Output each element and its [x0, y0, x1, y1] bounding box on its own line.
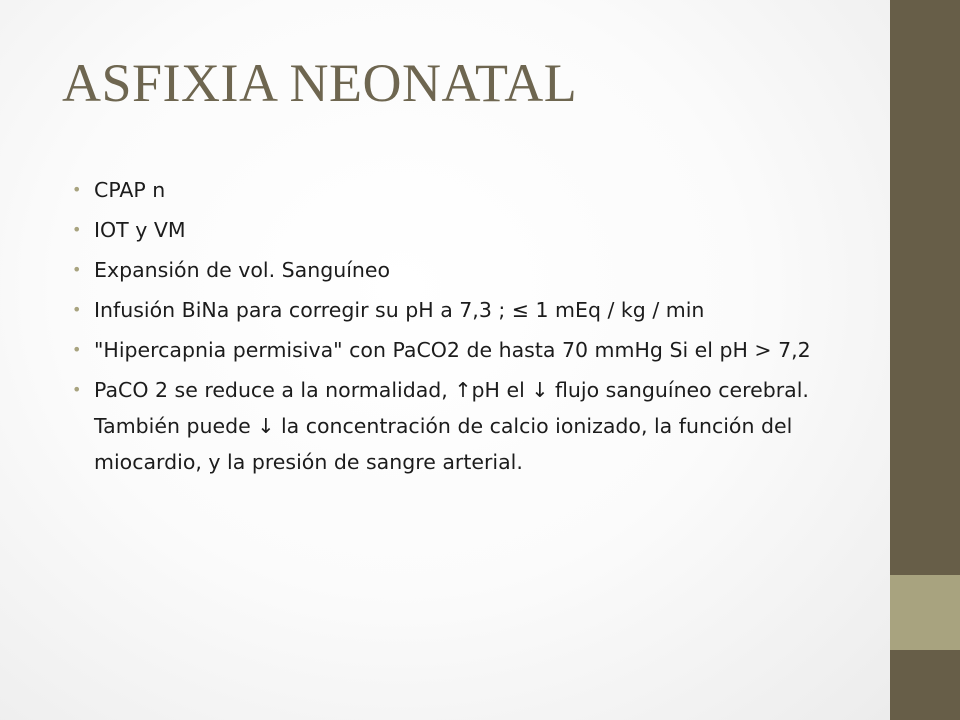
bullet-dot-icon: •	[72, 340, 82, 359]
bullet-item	[72, 252, 842, 288]
bullet-text: Expansión de vol. Sanguíneo	[94, 258, 391, 282]
bullet-item	[72, 292, 842, 328]
side-band-bottom	[890, 650, 960, 720]
bullet-item	[72, 332, 842, 368]
bullet-text: PaCO 2 se reduce a la normalidad, ↑pH el ↓ flujo sanguíneo cerebral. También puede ↓ la concentración de calcio ionizado, la función del miocardio, y la presión de sangre arterial.	[94, 378, 809, 474]
bullet-text: "Hipercapnia permisiva" con PaCO2 de hasta 70 mmHg Si el pH > 7,2	[94, 338, 811, 362]
bullet-dot-icon: •	[72, 260, 82, 279]
side-band-accent	[890, 575, 960, 650]
bullet-list	[72, 172, 842, 484]
bullet-dot-icon: •	[72, 300, 82, 319]
bullet-text: IOT y VM	[94, 218, 186, 242]
bullet-dot-icon: •	[72, 220, 82, 239]
slide-title: ASFIXIA NEONATAL	[62, 53, 578, 113]
bullet-item	[72, 172, 842, 208]
bullet-dot-icon: •	[72, 380, 82, 399]
side-band-top	[890, 0, 960, 575]
bullet-text: Infusión BiNa para corregir su pH a 7,3 ; ≤ 1 mEq / kg / min	[94, 298, 705, 322]
bullet-text: CPAP n	[94, 178, 166, 202]
bullet-item	[72, 212, 842, 248]
bullet-item	[72, 372, 842, 480]
bullet-dot-icon: •	[72, 180, 82, 199]
